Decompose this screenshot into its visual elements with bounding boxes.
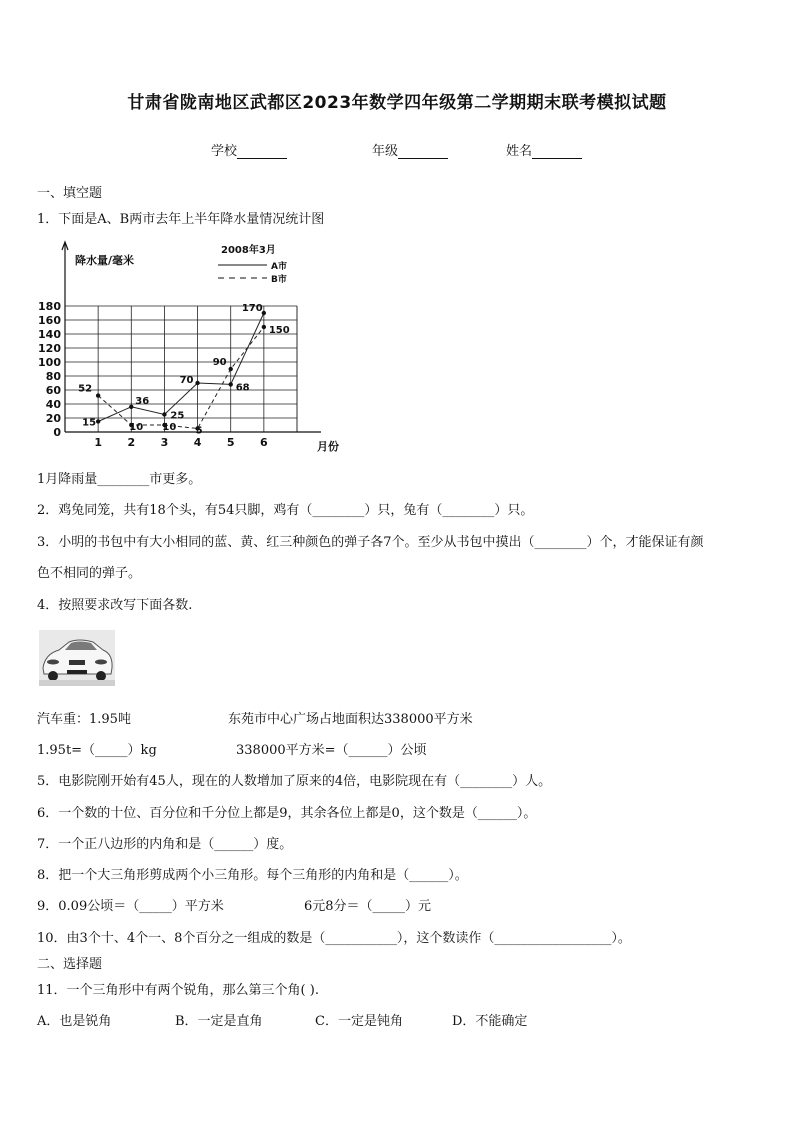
data-point (96, 393, 100, 397)
x-tick-label: 6 (260, 436, 268, 449)
question-4: 4．按照要求改写下面各数. (37, 598, 193, 613)
data-label: 170 (241, 303, 263, 314)
school-label: 学校 (211, 144, 238, 159)
y-tick-label: 40 (45, 398, 61, 411)
y-tick-label: 60 (45, 384, 61, 397)
question-8: 8．把一个大三角形剪成两个小三角形。每个三角形的内角和是（______）。 (37, 868, 468, 883)
legend-label-b: B市 (271, 275, 287, 285)
rainfall-line-chart (35, 238, 355, 458)
data-point (96, 419, 100, 423)
y-tick-label: 20 (45, 412, 61, 425)
data-point (129, 405, 133, 409)
data-label: 90 (212, 357, 227, 368)
x-tick-label: 4 (193, 436, 202, 449)
school-field (211, 140, 287, 159)
question-4-convert-hectare: 338000平方米=（______）公顷 (236, 743, 427, 758)
question-3-line1: 3．小明的书包中有大小相同的蓝、黄、红三种颜色的弹子各7个。至少从书包中摸出（________）个，才能保证有颜 (37, 535, 704, 550)
y-tick-label: 140 (38, 328, 61, 341)
data-label: 52 (78, 383, 93, 395)
question-2: 2．鸡兔同笼，共有18个头，有54只脚，鸡有（________）只，兔有（________）只。 (37, 503, 534, 518)
question-10: 10．由3个十、4个一、8个百分之一组成的数是（___________），这个数读作（__________________）。 (37, 931, 631, 946)
question-1-answer: 1月降雨量________市更多。 (37, 472, 202, 487)
car-image (39, 630, 115, 686)
data-label: 150 (268, 325, 290, 336)
name-blank[interactable] (532, 144, 582, 159)
question-1: 1．下面是A、B两市去年上半年降水量情况统计图 (37, 212, 325, 227)
question-11-option-c[interactable]: C．一定是钝角 (315, 1014, 403, 1029)
data-label: 5 (195, 425, 203, 437)
data-label: 10 (162, 422, 177, 433)
question-11: 11．一个三角形中有两个锐角，那么第三个角( ). (37, 983, 319, 998)
data-point (195, 381, 199, 385)
grade-label: 年级 (372, 144, 399, 159)
grade-blank[interactable] (398, 144, 448, 159)
question-3-line2: 色不相同的弹子。 (37, 566, 142, 581)
data-label: 15 (82, 417, 97, 429)
x-tick-label: 2 (127, 436, 136, 449)
x-axis-label: 月份 (317, 440, 339, 453)
x-tick-label: 1 (94, 436, 102, 449)
school-blank[interactable] (237, 144, 287, 159)
data-label: 25 (170, 410, 185, 422)
question-11-option-b[interactable]: B．一定是直角 (175, 1014, 263, 1029)
question-4-square-area: 东苑市中心广场占地面积达338000平方米 (228, 712, 473, 727)
data-label: 36 (135, 395, 150, 407)
data-label: 68 (235, 382, 250, 394)
question-11-option-a[interactable]: A．也是锐角 (37, 1014, 112, 1029)
question-9-hectare: 9．0.09公顷＝（_____）平方米 (37, 899, 224, 914)
y-tick-label: 120 (38, 342, 61, 355)
y-axis-label: 降水量/毫米 (75, 254, 135, 267)
question-7: 7．一个正八边形的内角和是（______）度。 (37, 837, 293, 852)
legend-label-a: A市 (271, 262, 287, 272)
question-4-car-weight: 汽车重：1.95吨 (37, 712, 131, 727)
legend-title: 2008年3月 (221, 245, 276, 256)
x-tick-label: 3 (160, 436, 169, 449)
grade-field (372, 140, 448, 159)
data-point (262, 325, 266, 329)
y-tick-label: 100 (38, 356, 61, 369)
question-9-yuan: 6元8分＝（_____）元 (304, 899, 432, 914)
y-tick-label: 0 (53, 426, 61, 439)
question-5: 5．电影院刚开始有45人，现在的人数增加了原来的4倍，电影院现在有（________）人。 (37, 774, 552, 789)
page-title: 甘肃省陇南地区武都区2023年数学四年级第二学期期末联考模拟试题 (127, 93, 667, 113)
x-tick-label: 5 (226, 436, 235, 449)
data-point (229, 367, 233, 371)
y-tick-label: 180 (38, 300, 61, 313)
data-label: 10 (129, 422, 144, 433)
name-label: 姓名 (506, 144, 533, 159)
y-tick-label: 80 (45, 370, 61, 383)
section-fill-blank: 一、填空题 (37, 186, 103, 201)
question-4-convert-kg: 1.95t=（_____）kg (37, 743, 157, 758)
data-point (162, 412, 166, 416)
question-6: 6．一个数的十位、百分位和千分位上都是9，其余各位上都是0，这个数是（______）。 (37, 806, 537, 821)
question-11-option-d[interactable]: D．不能确定 (452, 1014, 528, 1029)
data-point (229, 382, 233, 386)
section-multiple-choice: 二、选择题 (37, 957, 103, 972)
series-line-a (98, 313, 264, 422)
y-tick-label: 160 (38, 314, 61, 327)
data-label: 70 (179, 375, 194, 386)
name-field (506, 140, 582, 159)
